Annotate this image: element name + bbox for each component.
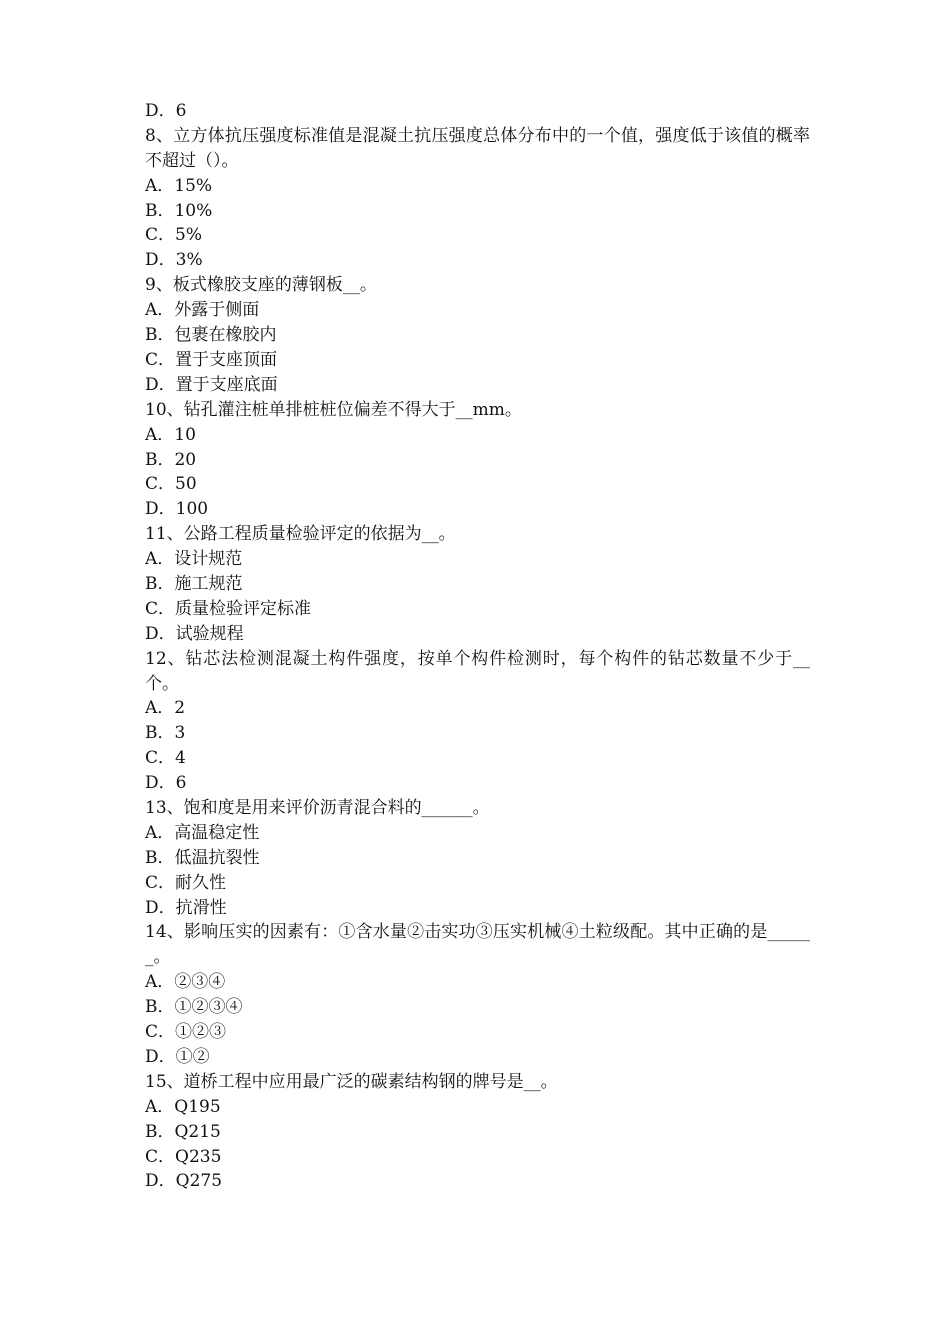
option-line: C．50 xyxy=(145,474,197,495)
option-line: C．耐久性 xyxy=(145,872,227,893)
option-line: C．置于支座顶面 xyxy=(145,349,278,370)
option-line: D．3% xyxy=(145,250,203,271)
option-line: D．6 xyxy=(145,773,187,794)
question-line: 9、板式橡胶支座的薄钢板__。 xyxy=(145,275,377,296)
option-line: C．质量检验评定标准 xyxy=(145,598,312,619)
option-line: B．20 xyxy=(145,449,197,470)
option-line: B．Q215 xyxy=(145,1121,221,1142)
question-line: 12、钻芯法检测混凝土构件强度，按单个构件检测时，每个构件的钻芯数量不少于__个。 xyxy=(145,648,810,694)
question-list xyxy=(145,99,810,1194)
question-line: 11、公路工程质量检验评定的依据为__。 xyxy=(145,524,456,545)
option-line: C．4 xyxy=(145,748,186,769)
question-line: 10、钻孔灌注桩单排桩桩位偏差不得大于__mm。 xyxy=(145,399,522,420)
option-line: B．①②③④ xyxy=(145,997,243,1018)
option-line: D．试验规程 xyxy=(145,623,244,644)
option-line: B．包裹在橡胶内 xyxy=(145,325,277,346)
question-line: 8、立方体抗压强度标准值是混凝土抗压强度总体分布中的一个值，强度低于该值的概率不超过（）。 xyxy=(145,125,810,171)
option-line: D．置于支座底面 xyxy=(145,374,278,395)
option-line: A．外露于侧面 xyxy=(145,300,260,321)
option-line: D．Q275 xyxy=(145,1171,223,1192)
question-line: 13、饱和度是用来评价沥青混合料的______。 xyxy=(145,798,490,818)
option-line: A．设计规范 xyxy=(145,549,243,570)
option-line: B．施工规范 xyxy=(145,573,243,594)
option-line: B．3 xyxy=(145,723,186,744)
option-line: D．6 xyxy=(145,101,187,121)
option-line: C．①②③ xyxy=(145,1022,227,1043)
question-line: 15、道桥工程中应用最广泛的碳素结构钢的牌号是__。 xyxy=(145,1071,558,1092)
option-line: A．10 xyxy=(145,424,196,445)
option-line: A．15% xyxy=(145,175,213,196)
option-line: D．抗滑性 xyxy=(145,897,227,918)
option-line: D．①② xyxy=(145,1046,210,1067)
option-line: B．10% xyxy=(145,200,213,221)
question-line: 14、影响压实的因素有：①含水量②击实功③压实机械④土粒级配。其中正确的是______。 xyxy=(145,922,810,968)
option-line: C．5% xyxy=(145,225,202,246)
option-line: D．100 xyxy=(145,499,209,520)
option-line: A．②③④ xyxy=(145,972,226,993)
option-line: C．Q235 xyxy=(145,1146,222,1167)
option-line: A．高温稳定性 xyxy=(145,822,260,843)
option-line: B．低温抗裂性 xyxy=(145,847,260,868)
option-line: A．Q195 xyxy=(145,1096,221,1117)
option-line: A．2 xyxy=(145,698,186,719)
